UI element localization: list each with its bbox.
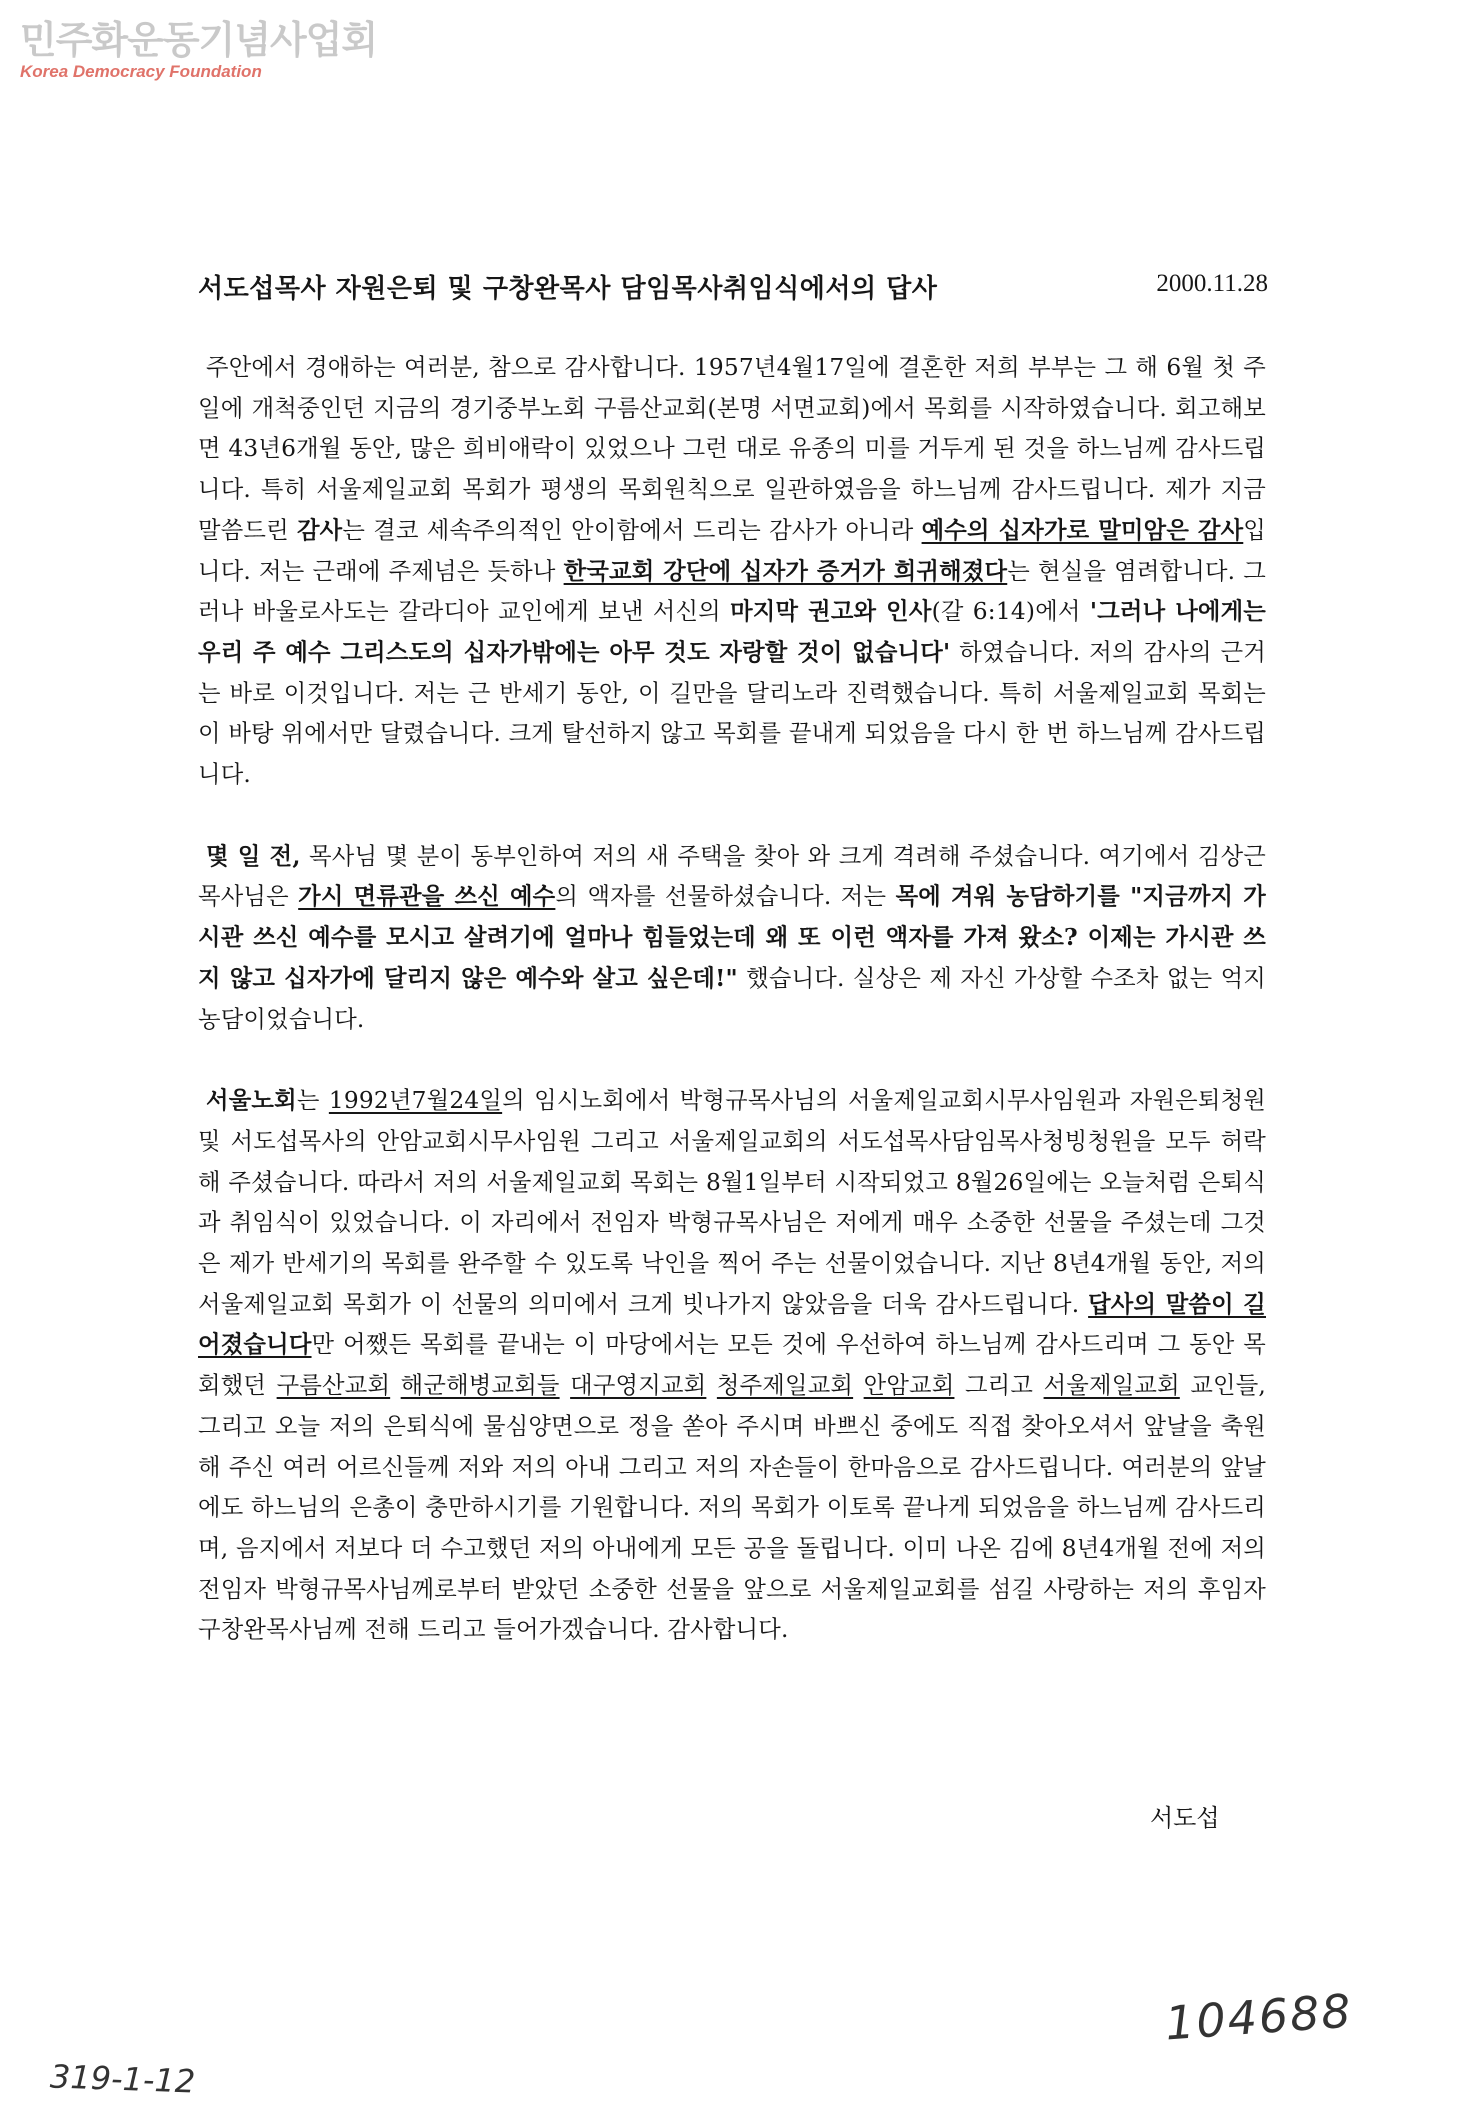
handwritten-archive-number: 104688 — [1163, 1983, 1355, 2051]
underlined-text: 답사의 말씀이 길어졌습니다 — [198, 1290, 1266, 1359]
text: 는 결코 세속주의적인 안이함에서 드리는 감사가 아니라 — [342, 516, 922, 544]
underlined-text: 예수의 십자가로 말미암은 감사 — [921, 516, 1244, 544]
document-title: 서도섭목사 자원은퇴 및 구창완목사 담임목사취임식에서의 답사 — [198, 274, 938, 304]
underlined-text: 가시 면류관을 쓰신 예수 — [298, 883, 556, 911]
underlined-church: 서울제일교회 — [1043, 1372, 1180, 1400]
bold-text: 감사 — [296, 516, 343, 544]
text: 하였습니다. 저의 감사의 근거는 바로 이것입니다. 저는 근 반세기 동안, 이 길만을 달리노라 진력했습니다. 특히 서울제일교회 목회는 이 바탕 위에서만 달렸습니다. 크게 탈선하지 않고 목회를 끝내게 되었음을 다시 한 번 하느님께 감사드립니다. — [198, 638, 1266, 789]
text: 만 어쨌든 목회를 끝내는 이 마당에서는 모든 것에 우선하여 하느님께 감사드리며 그 동안 목회했던 — [198, 1331, 1266, 1400]
document-date: 2000.11.28 — [1156, 270, 1268, 297]
text: 는 — [296, 1087, 329, 1115]
underlined-text: 1992년7월24일 — [328, 1087, 503, 1115]
text: 주안에서 경애하는 여러분, 참으로 감사합니다. 1957년4월17일에 결혼한 저희 부부는 그 해 6월 첫 주일에 개척중인던 지금의 경기중부노회 구름산교회(본명 서면교회)에서 목회를 시작하였습니다. 회고해보면 43년6개월 동안, 많은 희비애락이 있었으나 그런 대로 유종의 미를 거두게 된 것을 하느님께 감사드립니다. 특히 서울제일교회 목회가 평생의 목회원칙으로 일관하였음을 하느님께 감사드립니다. 제가 지금 말씀드린 — [198, 354, 1266, 544]
paragraph-3 — [198, 1081, 1266, 1651]
underlined-church: 청주제일교회 — [716, 1372, 854, 1400]
text: 는 현실을 염려합니다. 그러나 바울로사도는 갈라디아 교인에게 보낸 서신의 — [198, 557, 1266, 626]
handwritten-file-code: 319-1-12 — [49, 2057, 196, 2101]
underlined-church: 안암교회 — [863, 1372, 955, 1400]
paragraph-1 — [198, 348, 1266, 796]
bold-quote: '그러나 나에게는 우리 주 예수 그리스도의 십자가밖에는 아무 것도 자랑할 것이 없습니다' — [198, 598, 1267, 666]
bold-text: 마지막 권고와 인사 — [730, 598, 932, 626]
underlined-church: 대구영지교회 — [570, 1372, 707, 1400]
bold-text: 몇 일 전, — [206, 842, 301, 870]
watermark-english: Korea Democracy Foundation — [20, 62, 262, 81]
underlined-church: 구름산교회 — [276, 1372, 391, 1400]
paragraph-2 — [198, 837, 1266, 1041]
text: 입니다. 저는 근래에 주제넘은 듯하나 — [198, 516, 1266, 585]
watermark-korean: 민주화운동기념사업회 — [20, 18, 378, 62]
text: 했습니다. 실상은 제 자신 가상할 수조차 없는 억지 농담이었습니다. — [198, 964, 1266, 1033]
underlined-church: 해군해병교회들 — [400, 1372, 560, 1400]
document-body — [198, 348, 1266, 1651]
signature-name: 서도섭 — [1150, 1804, 1220, 1832]
bold-text: 서울노회 — [206, 1087, 297, 1115]
foundation-watermark — [20, 18, 378, 82]
text: 목사님 몇 분이 동부인하여 저의 새 주택을 찾아 와 크게 격려해 주셨습니다. 여기에서 김상근목사님은 — [198, 842, 1266, 911]
text: 교인들, 그리고 오늘 저의 은퇴식에 물심양면으로 정을 쏟아 주시며 바쁘신 중에도 직접 찾아오셔서 앞날을 축원해 주신 여러 어르신들께 저와 저의 아내 그리고 저의 자손들이 한마음으로 감사드립니다. 여러분의 앞날에도 하느님의 은총이 충만하시기를 기원합니다. 저의 목회가 이토록 끝나게 되었음을 하느님께 감사드리며, 음지에서 저보다 더 수고했던 저의 아내에게 모든 공을 돌립니다. 이미 나온 김에 8년4개월 전에 저의 전임자 박형규목사님께로부터 받았던 소중한 선물을 앞으로 서울제일교회를 섬길 사랑하는 저의 후임자 구창완목사님께 전해 드리고 들어가겠습니다. 감사합니다. — [198, 1372, 1267, 1644]
document-header — [198, 268, 1268, 308]
text: 그리고 — [954, 1372, 1044, 1400]
text: (갈 6:14)에서 — [931, 598, 1090, 626]
text: 의 임시노회에서 박형규목사님의 서울제일교회시무사임원과 자원은퇴청원 및 서도섭목사의 안암교회시무사임원 그리고 서울제일교회의 서도섭목사담임목사청빙청원을 모두 허락해 주셨습니다. 따라서 저의 서울제일교회 목회는 8월1일부터 시작되었고 8월26일에는 오늘처럼 은퇴식과 취임식이 있었습니다. 이 자리에서 전임자 박형규목사님은 저에게 매우 소중한 선물을 주셨는데 그것은 제가 반세기의 목회를 완주할 수 있도록 낙인을 찍어 주는 선물이었습니다. 지난 8년4개월 동안, 저의 서울제일교회 목회가 이 선물의 의미에서 크게 빗나가지 않았음을 더욱 감사드립니다. — [198, 1087, 1266, 1318]
bold-quote: 목에 겨워 농담하기를 "지금까지 가시관 쓰신 예수를 모시고 살려기에 얼마나 힘들었는데 왜 또 이런 액자를 가져 왔소? 이제는 가시관 쓰지 않고 십자가에 달리지 않은 예수와 살고 싶은데!" — [198, 883, 1266, 992]
underlined-text: 한국교회 강단에 십자가 증거가 희귀해졌다 — [563, 557, 1008, 585]
text: 의 액자를 선물하셨습니다. 저는 — [555, 883, 896, 911]
